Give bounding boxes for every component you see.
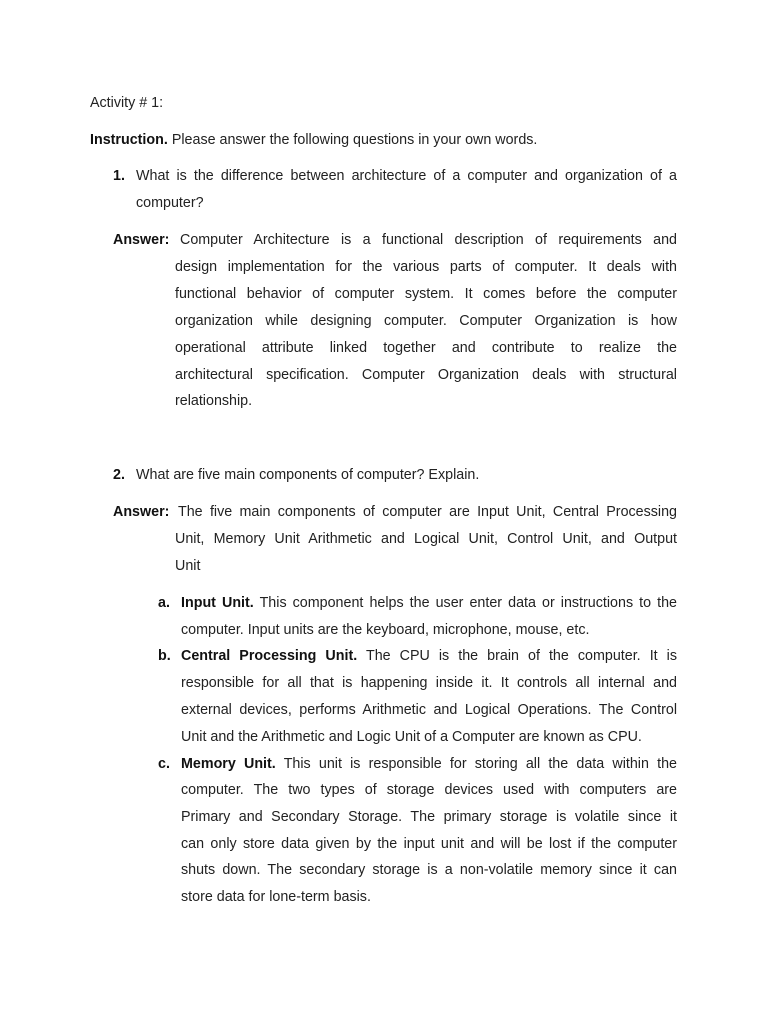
item-c-title: Memory Unit.: [181, 756, 276, 772]
item-b-line-2: responsible for all that is happening inside it. It controls all internal and: [181, 675, 677, 691]
q1-answer-line-7: relationship.: [175, 393, 253, 409]
q2-answer-line-1: The five main components of computer are Input Unit, Central Processing: [178, 504, 677, 520]
item-b-line-4: Unit and the Arithmetic and Logic Unit of a Computer are known as CPU.: [181, 729, 642, 745]
q2-answer-label: Answer:: [113, 504, 170, 520]
q2-answer-line-2: Unit, Memory Unit Arithmetic and Logical Unit, Control Unit, and Output: [175, 531, 677, 547]
item-c-line-1: [181, 755, 677, 773]
q1-answer-line-5: operational attribute linked together and contribute to realize the: [175, 340, 677, 356]
item-a-line-1: [181, 594, 677, 612]
item-b-line-3: external devices, performs Arithmetic and Logical Operations. The Control: [181, 702, 677, 718]
q1-number: 1.: [113, 168, 125, 184]
item-c-letter: c.: [158, 756, 170, 772]
instruction-label: Instruction.: [90, 132, 168, 148]
q1-answer-line-6: architectural specification. Computer Organization deals with structural: [175, 367, 677, 383]
item-b-title: Central Processing Unit.: [181, 648, 358, 664]
q1-answer-line-2: design implementation for the various parts of computer. It deals with: [175, 259, 677, 275]
item-a-line-2: computer. Input units are the keyboard, microphone, mouse, etc.: [181, 622, 590, 638]
item-c-line-4: can only store data given by the input unit and will be lost if the computer: [181, 836, 677, 852]
item-a-title: Input Unit.: [181, 595, 254, 611]
q2-answer-line-3: Unit: [175, 558, 201, 574]
instruction: [90, 131, 537, 149]
item-c-line-6: store data for lone-term basis.: [181, 889, 371, 905]
item-a-text-1: This component helps the user enter data or instructions to the: [259, 595, 677, 611]
q2-text: What are five main components of computer? Explain.: [136, 467, 480, 483]
q2-number: 2.: [113, 467, 125, 483]
item-b-line-1: [181, 647, 677, 665]
activity-title: Activity # 1:: [90, 95, 164, 111]
q1-answer-line-3: functional behavior of computer system. It comes before the computer: [175, 286, 677, 302]
item-b-text-1: The CPU is the brain of the computer. It is: [365, 648, 677, 664]
item-c-line-2: computer. The two types of storage devices used with computers are: [181, 782, 677, 798]
item-b-letter: b.: [158, 648, 171, 664]
q1-answer-label: Answer:: [113, 232, 170, 248]
item-c-line-5: shuts down. The secondary storage is a non-volatile memory since it can: [181, 862, 677, 878]
q1-text-line-1: What is the difference between architecture of a computer and organization of a: [136, 168, 677, 184]
q1-answer-line-1: Computer Architecture is a functional description of requirements and: [180, 232, 677, 248]
instruction-text: Please answer the following questions in your own words.: [171, 132, 538, 148]
item-c-line-3: Primary and Secondary Storage. The primary storage is volatile since it: [181, 809, 677, 825]
item-a-letter: a.: [158, 595, 170, 611]
q1-answer-line-4: organization while designing computer. Computer Organization is how: [175, 313, 677, 329]
q1-text-line-2: computer?: [136, 195, 204, 211]
item-c-text-1: This unit is responsible for storing all the data within the: [283, 756, 677, 772]
